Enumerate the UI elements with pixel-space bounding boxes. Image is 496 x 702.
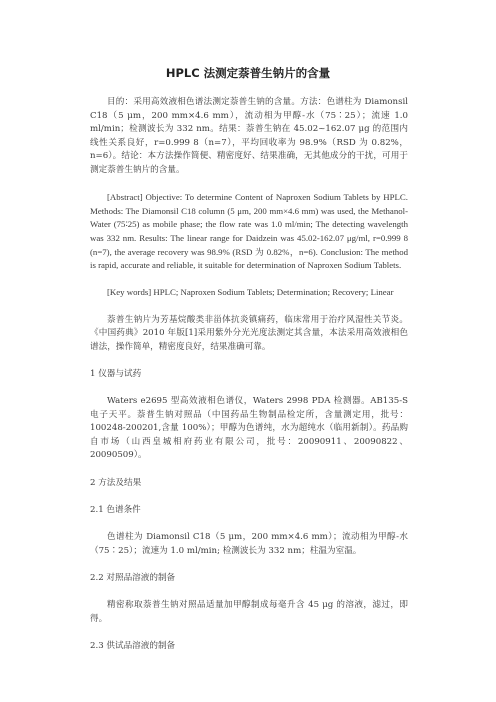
- section-2-2-heading: 2.2 对照品溶液的制备: [90, 572, 176, 583]
- section-1-heading: 1 仪器与试药: [90, 368, 142, 379]
- section-2-2-text: 精密称取萘普生钠对照品适量加甲醇制成每毫升含 45 μg 的溶液，滤过，即得。: [90, 599, 408, 624]
- keywords: [Key words] HPLC; Naproxen Sodium Tablets; Determination; Recovery; Linear: [107, 287, 394, 298]
- section-2-heading: 2 方法及结果: [90, 477, 142, 488]
- document-body: [90, 96, 408, 667]
- section-2-3-heading: 2.3 供试品溶液的制备: [90, 640, 176, 651]
- abstract-chinese: 目的：采用高效液相色谱法测定萘普生钠的含量。方法：色谱柱为 Diamonsil C18（5 μm，200 mm×4.6 mm），流动相为甲醇-水（75∶25）；流速 1.0 ml/min；检测波长为 332 nm。结果：萘普生钠在 45.02~162.07 μg 的范围内线性关系良好，r=0.999 8（n=7），平均回收率为 98.9%（RSD 为 0.82%，n=6）。结论：本方法操作简便、精密度好、结果准确，无其他成分的干扰，可用于测定萘普生钠片的含量。: [90, 97, 408, 175]
- section-2-1-text: 色谱柱为 Diamonsil C18（5 μm，200 mm×4.6 mm）；流动相为甲醇-水（75∶25）；流速为 1.0 ml/min; 检测波长为 332 nm；柱温为室温。: [90, 532, 408, 556]
- introduction: 萘普生钠片为芳基烷酸类非甾体抗炎镇痛药，临床常用于治疗风湿性关节炎。《中国药典》2010 年版[1]采用紫外分光光度法测定其含量，本法采用高效液相色谱法，操作简单，精密度良好，结果准确可靠。: [90, 314, 408, 352]
- abstract-english: [Abstract] Objective: To determine Content of Naproxen Sodium Tablets by HPLC. Methods: The Diamonsil C18 column (5 μm, 200 mm×4.6 mm) was used, the Methanol-Water (75∶25) as mobile phase; the flow rate was 1.0 ml/min; The detecting wavelength was 332 nm. Results: The linear range for Daidzein was 45.02-162.07 μg/ml, r=0.999 8 (n=7), the average recovery was 98.9% (RSD 为 0.82%，n=6). Conclusion: The method is rapid, accurate and reliable, it suitable for determination of Naproxen Sodium Tablets.: [90, 192, 408, 271]
- section-1-text: Waters e2695 型高效液相色谱仪，Waters 2998 PDA 检测器。AB135-S 电子天平。萘普生钠对照品（中国药品生物制品检定所，含量测定用，批号：100248-200201,含量 100%）；甲醇为色谱纯，水为超纯水（临用新制）。药品购自市场（山西皇城相府药业有限公司，批号：20090911、20090822、20090509）。: [90, 396, 408, 461]
- section-2-1-heading: 2.1 色谱条件: [90, 504, 141, 515]
- page-title: HPLC 法测定萘普生钠片的含量: [165, 66, 331, 80]
